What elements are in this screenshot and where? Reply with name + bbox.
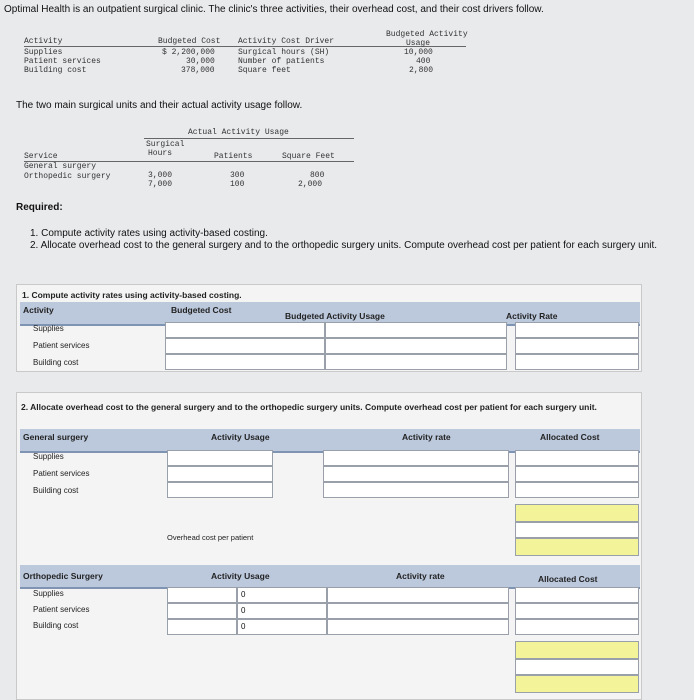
ortho-row-label: Supplies [33,589,64,598]
usage-table [24,128,354,198]
part1-row-label: Patient services [33,341,90,350]
units-intro: The two main surgical units and their actual activity usage follow. [16,100,303,111]
ortho-usage-input[interactable] [167,619,237,635]
general-usage-input[interactable] [167,482,273,498]
ortho-alloc-input[interactable] [515,619,639,635]
usage-row-hours: 3,000 [148,171,173,180]
general-row-label: Supplies [33,452,64,461]
budget-row-cost: 30,000 [186,57,215,66]
general-usage-input[interactable] [167,466,273,482]
general-alloc-input[interactable] [515,450,639,466]
usage-row-hours: 7,000 [148,180,173,189]
usage-table-title: Actual Activity Usage [188,128,289,137]
budget-row-driver: Surgical hours (SH) [238,48,330,57]
general-alloc-input[interactable] [515,482,639,498]
budget-table [24,30,474,94]
usage-col-sh-top: Surgical [146,140,185,149]
ortho-per-patient-input[interactable] [515,675,639,693]
ortho-usage-input[interactable] [167,587,237,603]
budget-row-usage: 10,000 [404,48,433,57]
budget-header-cost: Budgeted Cost [158,37,221,46]
part1-rate-input[interactable] [515,354,639,370]
budget-header-driver: Activity Cost Driver [238,37,335,46]
part1-row-label: Supplies [33,324,64,333]
usage-row-patients: 300 [230,171,245,180]
ortho-header [20,565,640,589]
budget-row-cost: $ 2,200,000 [162,48,215,57]
usage-col-sqft: Square Feet [282,152,335,161]
part1-rate-input[interactable] [515,322,639,338]
general-total-input[interactable] [515,504,639,522]
budget-row-activity: Patient services [24,57,101,66]
part2-panel [16,392,642,700]
budget-row-cost: 378,000 [181,66,215,75]
ortho-rate-input[interactable] [327,619,509,635]
required-item-2: 2. Allocate overhead cost to the general surgery and to the orthopedic surgery units. Compute overhead cost per patient for each surgery unit. [30,240,658,251]
ortho-usage-value[interactable]: 0 [237,619,327,635]
ortho-row-label: Building cost [33,621,79,630]
general-rate-input[interactable] [323,482,509,498]
ortho-rate-input[interactable] [327,603,509,619]
required-title: Required: [16,202,63,213]
part1-panel [16,284,642,372]
general-per-patient-label: Overhead cost per patient [167,533,254,542]
part1-rate-input[interactable] [515,338,639,354]
ortho-col-alloc: Allocated Cost [538,574,598,584]
ortho-label: Orthopedic Surgery [23,571,103,581]
general-patients-input[interactable] [515,522,639,538]
usage-row-patients: 100 [230,180,245,189]
ortho-patients-input[interactable] [515,659,639,675]
usage-row-sqft: 800 [310,171,325,180]
general-rate-input[interactable] [323,450,509,466]
budget-header-usage-top: Budgeted Activity [386,30,468,39]
general-row-label: Building cost [33,486,79,495]
part1-row-label: Building cost [33,358,79,367]
required-item-1: 1. Compute activity rates using activity-based costing. [30,228,268,239]
general-col-usage: Activity Usage [211,432,270,442]
ortho-total-input[interactable] [515,641,639,659]
budget-row-driver: Square feet [238,66,291,75]
ortho-alloc-input[interactable] [515,603,639,619]
part1-col-activity: Activity [23,305,54,315]
usage-row-service: Orthopedic surgery [24,172,111,181]
part1-col-rate: Activity Rate [506,311,558,321]
part2-title: 2. Allocate overhead cost to the general surgery and to the orthopedic surgery units. Compute overhead cost per patient for each surgery unit. [21,402,597,412]
part1-usage-input[interactable] [325,354,507,370]
part1-cost-input[interactable] [165,322,325,338]
usage-row-service: General surgery [24,162,97,171]
ortho-col-rate: Activity rate [396,571,445,581]
part1-col-usage: Budgeted Activity Usage [285,311,385,321]
ortho-rate-input[interactable] [327,587,509,603]
usage-col-sh-bottom: Hours [148,149,173,158]
general-col-rate: Activity rate [402,432,451,442]
part1-title: 1. Compute activity rates using activity-based costing. [22,290,242,300]
budget-row-driver: Number of patients [238,57,325,66]
ortho-usage-value[interactable]: 0 [237,603,327,619]
budget-row-activity: Supplies [24,48,63,57]
usage-row-sqft: 2,000 [298,180,323,189]
budget-row-activity: Building cost [24,66,87,75]
ortho-col-usage: Activity Usage [211,571,270,581]
general-col-alloc: Allocated Cost [540,432,600,442]
general-per-patient-input[interactable] [515,538,639,556]
part1-col-cost: Budgeted Cost [171,305,232,315]
ortho-usage-input[interactable] [167,603,237,619]
general-row-label: Patient services [33,469,90,478]
part1-cost-input[interactable] [165,338,325,354]
general-label: General surgery [23,432,89,442]
ortho-alloc-input[interactable] [515,587,639,603]
part1-usage-input[interactable] [325,322,507,338]
budget-row-usage: 2,800 [409,66,434,75]
intro-text: Optimal Health is an outpatient surgical clinic. The clinic's three activities, their overhead cost, and their cost drivers follow. [4,4,544,15]
part1-usage-input[interactable] [325,338,507,354]
part1-cost-input[interactable] [165,354,325,370]
general-usage-input[interactable] [167,450,273,466]
budget-row-usage: 400 [416,57,431,66]
budget-header-activity: Activity [24,37,63,46]
ortho-row-label: Patient services [33,605,90,614]
budget-header-usage-bottom: Usage [406,39,431,48]
ortho-usage-value[interactable]: 0 [237,587,327,603]
usage-col-service: Service [24,152,58,161]
usage-col-patients: Patients [214,152,253,161]
general-alloc-input[interactable] [515,466,639,482]
general-rate-input[interactable] [323,466,509,482]
